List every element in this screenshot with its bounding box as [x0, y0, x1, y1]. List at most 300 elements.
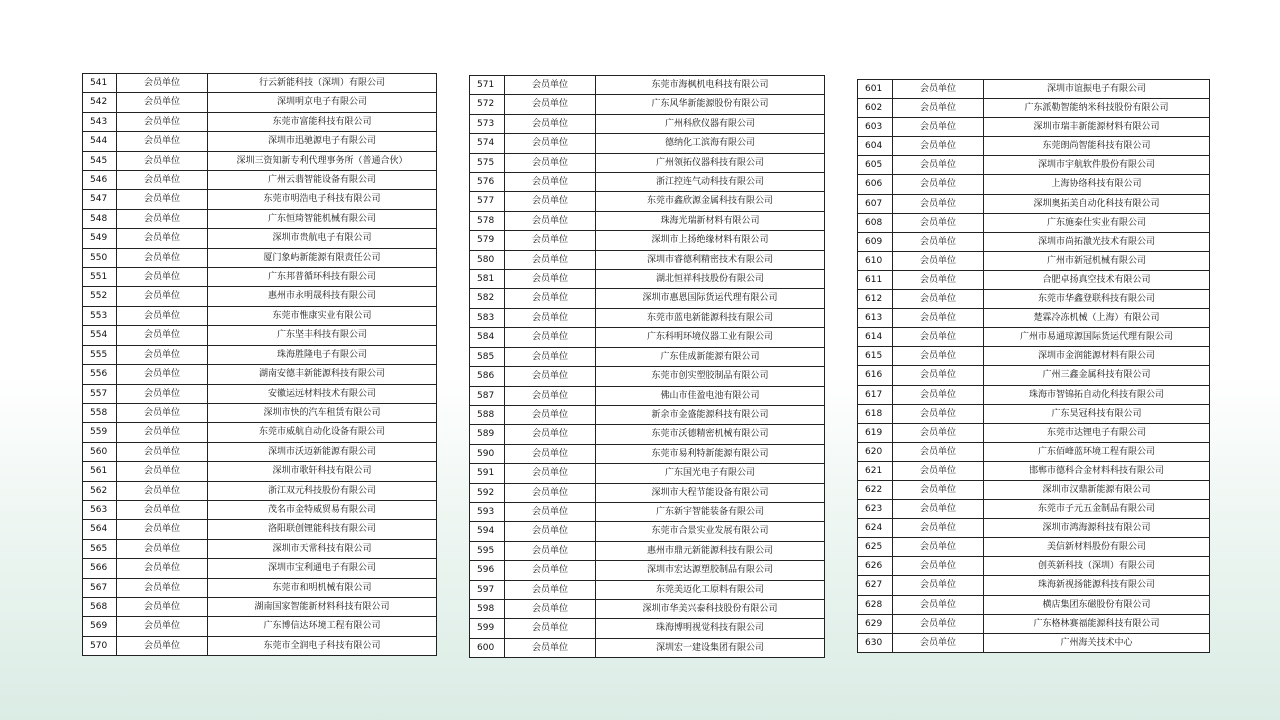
company-name-cell: 深圳市华美兴泰科技股份有限公司 — [596, 599, 825, 618]
member-type-cell: 会员单位 — [505, 270, 596, 289]
member-number-cell: 541 — [83, 74, 117, 93]
member-number-cell: 593 — [470, 502, 505, 521]
member-type-cell: 会员单位 — [117, 248, 208, 267]
company-name-cell: 东莞市全润电子科技有限公司 — [208, 636, 437, 655]
member-number-cell: 561 — [83, 462, 117, 481]
company-name-cell: 深圳宏一建设集团有限公司 — [596, 638, 825, 657]
member-type-cell: 会员单位 — [505, 502, 596, 521]
company-name-cell: 湖北恒祥科技股份有限公司 — [596, 270, 825, 289]
company-name-cell: 深圳市大程节能设备有限公司 — [596, 483, 825, 502]
table-row — [83, 132, 437, 151]
company-name-cell: 广东博信达环境工程有限公司 — [208, 617, 437, 636]
member-type-cell: 会员单位 — [117, 326, 208, 345]
member-type-cell: 会员单位 — [893, 118, 984, 137]
member-number-cell: 630 — [858, 633, 893, 652]
member-table-3 — [857, 79, 1210, 653]
table-row — [470, 464, 825, 483]
table-row — [858, 347, 1210, 366]
company-name-cell: 茂名市金特威贸易有限公司 — [208, 500, 437, 519]
member-type-cell: 会员单位 — [893, 80, 984, 99]
member-number-cell: 582 — [470, 289, 505, 308]
company-name-cell: 湖南安德丰新能源科技有限公司 — [208, 365, 437, 384]
table-row — [858, 595, 1210, 614]
company-name-cell: 广州市新冠机械有限公司 — [984, 251, 1210, 270]
table-row — [470, 308, 825, 327]
company-name-cell: 珠海新视扬能源科技有限公司 — [984, 576, 1210, 595]
member-type-cell: 会员单位 — [117, 287, 208, 306]
member-table-body — [83, 74, 437, 656]
member-type-cell: 会员单位 — [893, 557, 984, 576]
member-type-cell: 会员单位 — [893, 309, 984, 328]
member-number-cell: 600 — [470, 638, 505, 657]
member-number-cell: 587 — [470, 386, 505, 405]
company-name-cell: 惠州市永明晟科技有限公司 — [208, 287, 437, 306]
company-name-cell: 东莞市子元五金制品有限公司 — [984, 500, 1210, 519]
member-type-cell: 会员单位 — [893, 423, 984, 442]
table-row — [83, 229, 437, 248]
member-type-cell: 会员单位 — [893, 213, 984, 232]
company-name-cell: 深圳市汉鼎新能源有限公司 — [984, 480, 1210, 499]
member-type-cell: 会员单位 — [117, 190, 208, 209]
member-type-cell: 会员单位 — [505, 289, 596, 308]
member-type-cell: 会员单位 — [505, 367, 596, 386]
member-type-cell: 会员单位 — [117, 559, 208, 578]
table-row — [83, 345, 437, 364]
table-row — [858, 118, 1210, 137]
company-name-cell: 珠海胜隆电子有限公司 — [208, 345, 437, 364]
table-row — [83, 500, 437, 519]
company-name-cell: 东莞市华鑫登联科技有限公司 — [984, 290, 1210, 309]
member-type-cell: 会员单位 — [505, 425, 596, 444]
member-number-cell: 565 — [83, 539, 117, 558]
member-type-cell: 会员单位 — [505, 386, 596, 405]
company-name-cell: 深圳市上扬绝缘材料有限公司 — [596, 231, 825, 250]
company-name-cell: 深圳三资知新专利代理事务所（普通合伙） — [208, 151, 437, 170]
member-type-cell: 会员单位 — [893, 404, 984, 423]
member-number-cell: 586 — [470, 367, 505, 386]
company-name-cell: 行云新能科技（深圳）有限公司 — [208, 74, 437, 93]
member-type-cell: 会员单位 — [117, 112, 208, 131]
member-number-cell: 573 — [470, 114, 505, 133]
company-name-cell: 广东风华新能源股份有限公司 — [596, 95, 825, 114]
table-row — [858, 290, 1210, 309]
company-name-cell: 德纳化工滨海有限公司 — [596, 134, 825, 153]
member-type-cell: 会员单位 — [893, 366, 984, 385]
table-row — [470, 211, 825, 230]
member-number-cell: 628 — [858, 595, 893, 614]
member-number-cell: 548 — [83, 209, 117, 228]
member-number-cell: 612 — [858, 290, 893, 309]
member-type-cell: 会员单位 — [505, 599, 596, 618]
member-number-cell: 615 — [858, 347, 893, 366]
company-name-cell: 深圳市宝利通电子有限公司 — [208, 559, 437, 578]
member-type-cell: 会员单位 — [893, 385, 984, 404]
table-row — [858, 232, 1210, 251]
table-row — [470, 599, 825, 618]
member-number-cell: 571 — [470, 76, 505, 95]
member-number-cell: 558 — [83, 403, 117, 422]
member-number-cell: 560 — [83, 442, 117, 461]
member-table-2 — [469, 75, 825, 658]
member-type-cell: 会员单位 — [893, 290, 984, 309]
table-row — [83, 326, 437, 345]
company-name-cell: 洛阳联创锂能科技有限公司 — [208, 520, 437, 539]
member-number-cell: 546 — [83, 171, 117, 190]
member-number-cell: 594 — [470, 522, 505, 541]
table-row — [83, 171, 437, 190]
company-name-cell: 珠海市智锦拓自动化科技有限公司 — [984, 385, 1210, 404]
table-row — [83, 559, 437, 578]
company-name-cell: 珠海光瑞新材料有限公司 — [596, 211, 825, 230]
table-row — [858, 423, 1210, 442]
member-number-cell: 603 — [858, 118, 893, 137]
member-type-cell: 会员单位 — [117, 403, 208, 422]
member-number-cell: 619 — [858, 423, 893, 442]
member-type-cell: 会员单位 — [893, 519, 984, 538]
member-type-cell: 会员单位 — [117, 384, 208, 403]
member-type-cell: 会员单位 — [117, 93, 208, 112]
member-number-cell: 567 — [83, 578, 117, 597]
member-type-cell: 会员单位 — [893, 461, 984, 480]
member-number-cell: 617 — [858, 385, 893, 404]
table-row — [83, 481, 437, 500]
table-row — [858, 519, 1210, 538]
company-name-cell: 广东恒琦智能机械有限公司 — [208, 209, 437, 228]
company-name-cell: 广东昊冠科技有限公司 — [984, 404, 1210, 423]
member-number-cell: 592 — [470, 483, 505, 502]
company-name-cell: 深圳市惠恩国际货运代理有限公司 — [596, 289, 825, 308]
company-name-cell: 深圳市睿德利精密技术有限公司 — [596, 250, 825, 269]
member-number-cell: 550 — [83, 248, 117, 267]
table-row — [470, 134, 825, 153]
member-type-cell: 会员单位 — [893, 633, 984, 652]
member-number-cell: 554 — [83, 326, 117, 345]
member-type-cell: 会员单位 — [893, 175, 984, 194]
company-name-cell: 佛山市佳盈电池有限公司 — [596, 386, 825, 405]
table-row — [858, 156, 1210, 175]
table-row — [858, 500, 1210, 519]
member-number-cell: 556 — [83, 365, 117, 384]
member-type-cell: 会员单位 — [117, 306, 208, 325]
member-type-cell: 会员单位 — [117, 578, 208, 597]
table-row — [470, 328, 825, 347]
table-row — [470, 231, 825, 250]
company-name-cell: 东莞市威航自动化设备有限公司 — [208, 423, 437, 442]
member-number-cell: 589 — [470, 425, 505, 444]
member-type-cell: 会员单位 — [505, 541, 596, 560]
company-name-cell: 深圳市迅驰源电子有限公司 — [208, 132, 437, 151]
member-type-cell: 会员单位 — [893, 270, 984, 289]
member-number-cell: 551 — [83, 268, 117, 287]
company-name-cell: 美信新材料股份有限公司 — [984, 538, 1210, 557]
company-name-cell: 深圳市贵航电子有限公司 — [208, 229, 437, 248]
company-name-cell: 创英新科技（深圳）有限公司 — [984, 557, 1210, 576]
member-number-cell: 611 — [858, 270, 893, 289]
member-number-cell: 604 — [858, 137, 893, 156]
table-row — [858, 328, 1210, 347]
member-type-cell: 会员单位 — [893, 614, 984, 633]
table-row — [470, 483, 825, 502]
company-name-cell: 东莞市富能科技有限公司 — [208, 112, 437, 131]
company-name-cell: 广州三鑫金属科技有限公司 — [984, 366, 1210, 385]
member-number-cell: 570 — [83, 636, 117, 655]
member-type-cell: 会员单位 — [117, 268, 208, 287]
company-name-cell: 浙江双元科技股份有限公司 — [208, 481, 437, 500]
company-name-cell: 深圳市尚拓激光技术有限公司 — [984, 232, 1210, 251]
table-row — [858, 270, 1210, 289]
table-row — [470, 192, 825, 211]
company-name-cell: 湖南国家智能新材料科技有限公司 — [208, 597, 437, 616]
member-number-cell: 574 — [470, 134, 505, 153]
member-number-cell: 599 — [470, 619, 505, 638]
member-number-cell: 572 — [470, 95, 505, 114]
member-number-cell: 591 — [470, 464, 505, 483]
table-row — [470, 250, 825, 269]
member-type-cell: 会员单位 — [505, 173, 596, 192]
table-row — [470, 76, 825, 95]
member-number-cell: 618 — [858, 404, 893, 423]
member-number-cell: 569 — [83, 617, 117, 636]
table-row — [858, 175, 1210, 194]
table-row — [83, 306, 437, 325]
member-number-cell: 601 — [858, 80, 893, 99]
company-name-cell: 惠州市鼎元新能源科技有限公司 — [596, 541, 825, 560]
member-type-cell: 会员单位 — [893, 328, 984, 347]
member-type-cell: 会员单位 — [117, 520, 208, 539]
member-number-cell: 563 — [83, 500, 117, 519]
member-type-cell: 会员单位 — [117, 500, 208, 519]
member-number-cell: 547 — [83, 190, 117, 209]
table-row — [470, 444, 825, 463]
company-name-cell: 东莞市达锂电子有限公司 — [984, 423, 1210, 442]
member-type-cell: 会员单位 — [893, 251, 984, 270]
table-row — [83, 151, 437, 170]
member-type-cell: 会员单位 — [505, 250, 596, 269]
member-number-cell: 607 — [858, 194, 893, 213]
table-row — [858, 194, 1210, 213]
company-name-cell: 楚霖冷冻机械（上海）有限公司 — [984, 309, 1210, 328]
member-number-cell: 553 — [83, 306, 117, 325]
table-row — [858, 404, 1210, 423]
table-row — [83, 617, 437, 636]
member-type-cell: 会员单位 — [893, 576, 984, 595]
company-name-cell: 广东格林赛福能源科技有限公司 — [984, 614, 1210, 633]
company-name-cell: 横店集团东磁股份有限公司 — [984, 595, 1210, 614]
table-row — [470, 114, 825, 133]
member-type-cell: 会员单位 — [893, 595, 984, 614]
member-table-1 — [82, 73, 437, 656]
member-type-cell: 会员单位 — [893, 99, 984, 118]
member-type-cell: 会员单位 — [893, 538, 984, 557]
member-number-cell: 543 — [83, 112, 117, 131]
table-row — [858, 213, 1210, 232]
table-row — [83, 423, 437, 442]
member-type-cell: 会员单位 — [117, 539, 208, 558]
table-row — [470, 347, 825, 366]
table-row — [858, 614, 1210, 633]
table-row — [858, 251, 1210, 270]
company-name-cell: 上海协络科技有限公司 — [984, 175, 1210, 194]
member-type-cell: 会员单位 — [505, 192, 596, 211]
member-type-cell: 会员单位 — [505, 211, 596, 230]
company-name-cell: 东莞市蓝电新能源科技有限公司 — [596, 308, 825, 327]
member-type-cell: 会员单位 — [117, 597, 208, 616]
member-number-cell: 588 — [470, 405, 505, 424]
company-name-cell: 东莞朗尚智能科技有限公司 — [984, 137, 1210, 156]
table-row — [858, 633, 1210, 652]
member-number-cell: 605 — [858, 156, 893, 175]
member-type-cell: 会员单位 — [505, 405, 596, 424]
member-number-cell: 616 — [858, 366, 893, 385]
table-row — [83, 462, 437, 481]
member-number-cell: 608 — [858, 213, 893, 232]
member-number-cell: 566 — [83, 559, 117, 578]
table-row — [470, 95, 825, 114]
member-type-cell: 会员单位 — [505, 134, 596, 153]
company-name-cell: 东莞市创实塑胶制品有限公司 — [596, 367, 825, 386]
company-name-cell: 深圳市快的汽车租赁有限公司 — [208, 403, 437, 422]
member-number-cell: 623 — [858, 500, 893, 519]
member-type-cell: 会员单位 — [505, 619, 596, 638]
member-type-cell: 会员单位 — [117, 423, 208, 442]
member-type-cell: 会员单位 — [893, 232, 984, 251]
company-name-cell: 东莞市鑫欣源金属科技有限公司 — [596, 192, 825, 211]
member-type-cell: 会员单位 — [505, 638, 596, 657]
member-number-cell: 596 — [470, 561, 505, 580]
member-type-cell: 会员单位 — [505, 522, 596, 541]
member-table-body — [858, 80, 1210, 653]
member-type-cell: 会员单位 — [117, 74, 208, 93]
member-number-cell: 610 — [858, 251, 893, 270]
table-row — [858, 137, 1210, 156]
member-type-cell: 会员单位 — [893, 442, 984, 461]
table-row — [470, 619, 825, 638]
member-type-cell: 会员单位 — [117, 229, 208, 248]
member-number-cell: 620 — [858, 442, 893, 461]
member-number-cell: 595 — [470, 541, 505, 560]
table-row — [470, 425, 825, 444]
member-number-cell: 602 — [858, 99, 893, 118]
table-row — [470, 580, 825, 599]
company-name-cell: 广州科欣仪器有限公司 — [596, 114, 825, 133]
table-row — [83, 578, 437, 597]
member-type-cell: 会员单位 — [505, 308, 596, 327]
company-name-cell: 广州市易通琼源国际货运代理有限公司 — [984, 328, 1210, 347]
member-type-cell: 会员单位 — [117, 617, 208, 636]
member-number-cell: 577 — [470, 192, 505, 211]
company-name-cell: 东莞市海枫机电科技有限公司 — [596, 76, 825, 95]
company-name-cell: 新余市金盛能源科技有限公司 — [596, 405, 825, 424]
table-row — [858, 538, 1210, 557]
member-number-cell: 625 — [858, 538, 893, 557]
company-name-cell: 深圳市沃迈新能源有限公司 — [208, 442, 437, 461]
company-name-cell: 东莞美迈化工原料有限公司 — [596, 580, 825, 599]
table-row — [858, 480, 1210, 499]
table-row — [858, 576, 1210, 595]
table-row — [858, 461, 1210, 480]
member-type-cell: 会员单位 — [117, 171, 208, 190]
table-row — [858, 99, 1210, 118]
table-row — [858, 309, 1210, 328]
table-row — [470, 289, 825, 308]
company-name-cell: 深圳市宇航软件股份有限公司 — [984, 156, 1210, 175]
table-row — [858, 557, 1210, 576]
table-row — [470, 270, 825, 289]
member-number-cell: 568 — [83, 597, 117, 616]
member-number-cell: 557 — [83, 384, 117, 403]
member-number-cell: 614 — [858, 328, 893, 347]
member-type-cell: 会员单位 — [117, 345, 208, 364]
table-row — [470, 405, 825, 424]
company-name-cell: 深圳市谊振电子有限公司 — [984, 80, 1210, 99]
table-row — [83, 403, 437, 422]
member-number-cell: 626 — [858, 557, 893, 576]
company-name-cell: 安徽运远材料技术有限公司 — [208, 384, 437, 403]
company-name-cell: 广东坚丰科技有限公司 — [208, 326, 437, 345]
member-number-cell: 622 — [858, 480, 893, 499]
member-type-cell: 会员单位 — [505, 114, 596, 133]
member-type-cell: 会员单位 — [505, 483, 596, 502]
member-type-cell: 会员单位 — [893, 480, 984, 499]
company-name-cell: 浙江控连气动科技有限公司 — [596, 173, 825, 192]
member-number-cell: 544 — [83, 132, 117, 151]
member-number-cell: 613 — [858, 309, 893, 328]
company-name-cell: 深圳市歌轩科技有限公司 — [208, 462, 437, 481]
company-name-cell: 合肥卓扬真空技术有限公司 — [984, 270, 1210, 289]
member-type-cell: 会员单位 — [893, 500, 984, 519]
table-row — [470, 561, 825, 580]
table-row — [470, 173, 825, 192]
company-name-cell: 广东佰峰蓝环境工程有限公司 — [984, 442, 1210, 461]
table-row — [83, 112, 437, 131]
member-number-cell: 581 — [470, 270, 505, 289]
table-row — [470, 502, 825, 521]
table-row — [858, 385, 1210, 404]
member-number-cell: 629 — [858, 614, 893, 633]
table-row — [83, 636, 437, 655]
table-row — [858, 80, 1210, 99]
member-number-cell: 580 — [470, 250, 505, 269]
company-name-cell: 东莞市合景实业发展有限公司 — [596, 522, 825, 541]
member-number-cell: 598 — [470, 599, 505, 618]
member-type-cell: 会员单位 — [117, 462, 208, 481]
member-type-cell: 会员单位 — [117, 365, 208, 384]
member-type-cell: 会员单位 — [505, 444, 596, 463]
member-number-cell: 584 — [470, 328, 505, 347]
company-name-cell: 东莞市易利特新能源有限公司 — [596, 444, 825, 463]
member-table-body — [470, 76, 825, 658]
member-type-cell: 会员单位 — [117, 442, 208, 461]
company-name-cell: 广东国光电子有限公司 — [596, 464, 825, 483]
member-type-cell: 会员单位 — [505, 347, 596, 366]
table-row — [858, 442, 1210, 461]
table-row — [83, 209, 437, 228]
table-row — [83, 93, 437, 112]
table-row — [83, 74, 437, 93]
member-number-cell: 578 — [470, 211, 505, 230]
member-number-cell: 583 — [470, 308, 505, 327]
table-row — [83, 520, 437, 539]
member-number-cell: 579 — [470, 231, 505, 250]
table-row — [83, 442, 437, 461]
member-number-cell: 552 — [83, 287, 117, 306]
company-name-cell: 深圳明京电子有限公司 — [208, 93, 437, 112]
member-number-cell: 627 — [858, 576, 893, 595]
member-type-cell: 会员单位 — [505, 580, 596, 599]
company-name-cell: 深圳市天常科技有限公司 — [208, 539, 437, 558]
company-name-cell: 东莞市明浩电子科技有限公司 — [208, 190, 437, 209]
table-row — [83, 287, 437, 306]
